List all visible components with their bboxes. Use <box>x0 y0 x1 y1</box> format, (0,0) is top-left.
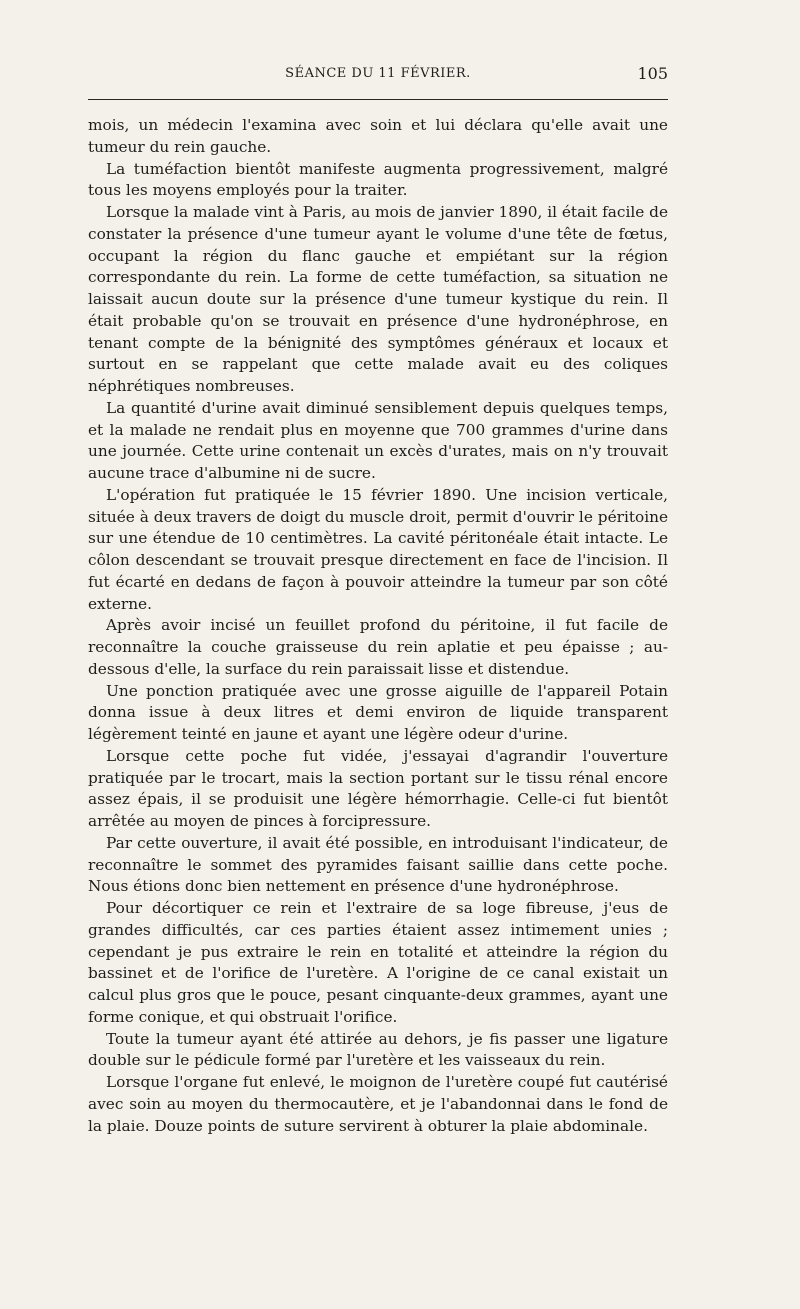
paragraph: mois, un médecin l'examina avec soin et lui déclara qu'elle avait une tumeur du rein gauche. <box>88 116 668 156</box>
paragraph: Par cette ouverture, il avait été possible, en introduisant l'indicateur, de reconnaître le sommet des pyramides faisant saillie dans cette poche. Nous étions donc bien nettement en présence d'une hydronéphrose. <box>88 833 668 896</box>
header-rule <box>88 99 668 100</box>
paragraph: Lorsque cette poche fut vidée, j'essayai d'agrandir l'ouverture pratiquée par le trocart, mais la section portant sur le tissu rénal encore assez épais, il se produisit une légère hémorrhagie. Celle-ci fut bientôt arrêtée au moyen de pinces à forcipressure. <box>88 746 668 830</box>
paragraph: Lorsque l'organe fut enlevé, le moignon de l'uretère coupé fut cautérisé avec soin au moyen du thermocautère, et je l'abandonnai dans le fond de la plaie. Douze points de suture servirent à obturer la plaie abdominale. <box>88 1073 668 1135</box>
paragraph: Lorsque la malade vint à Paris, au mois de janvier 1890, il était facile de constater la présence d'une tumeur ayant le volume d'une tête de fœtus, occupant la région du flanc gauche et empiétant sur la région correspondante du rein. La forme de cette tuméfaction, sa situation ne laissait aucun doute sur la présence d'une tumeur kystique du rein. Il était probable qu'on se trouvait en présence d'une hydronéphrose, en tenant compte de la bénignité des symptômes généraux et locaux et surtout en se rappelant que cette malade avait eu des coliques néphrétiques nombreuses. <box>88 203 668 395</box>
body-text <box>88 115 668 1137</box>
running-head: SÉANCE DU 11 FÉVRIER. <box>285 66 471 81</box>
paragraph: Toute la tumeur ayant été attirée au dehors, je fis passer une ligature double sur le pédicule formé par l'uretère et les vaisseaux du rein. <box>88 1029 668 1070</box>
page-header <box>88 64 668 86</box>
paragraph: La quantité d'urine avait diminué sensiblement depuis quelques temps, et la malade ne rendait plus en moyenne que 700 grammes d'urine dans une journée. Cette urine contenait un excès d'urates, mais on n'y trouvait aucune trace d'albumine ni de sucre. <box>88 398 668 482</box>
page-number: 105 <box>637 64 668 83</box>
paragraph: Pour décortiquer ce rein et l'extraire de sa loge fibreuse, j'eus de grandes difficultés, car ces parties étaient assez intimement unies ; cependant je pus extraire le rein en totalité et atteindre la région du bassinet et de l'orifice de l'uretère. A l'origine de ce canal existait un calcul plus gros que le pouce, pesant cinquante-deux grammes, ayant une forme conique, et qui obstruait l'orifice. <box>88 899 668 1026</box>
paragraph: Après avoir incisé un feuillet profond du péritoine, il fut facile de reconnaître la couche graisseuse du rein aplatie et peu épaisse ; au-dessous d'elle, la surface du rein paraissait lisse et distendue. <box>88 616 668 678</box>
paragraph: Une ponction pratiquée avec une grosse aiguille de l'appareil Potain donna issue à deux litres et demi environ de liquide transparent légèrement teinté en jaune et ayant une légère odeur d'urine. <box>88 681 668 743</box>
paragraph: La tuméfaction bientôt manifeste augmenta progressivement, malgré tous les moyens employés pour la traiter. <box>88 159 668 200</box>
paragraph: L'opération fut pratiquée le 15 février 1890. Une incision verticale, située à deux travers de doigt du muscle droit, permit d'ouvrir le péritoine sur une étendue de 10 centimètres. La cavité péritonéale était intacte. Le côlon descendant se trouvait presque directement en face de l'incision. Il fut écarté en dedans de façon à pouvoir atteindre la tumeur par son côté externe. <box>88 485 668 613</box>
